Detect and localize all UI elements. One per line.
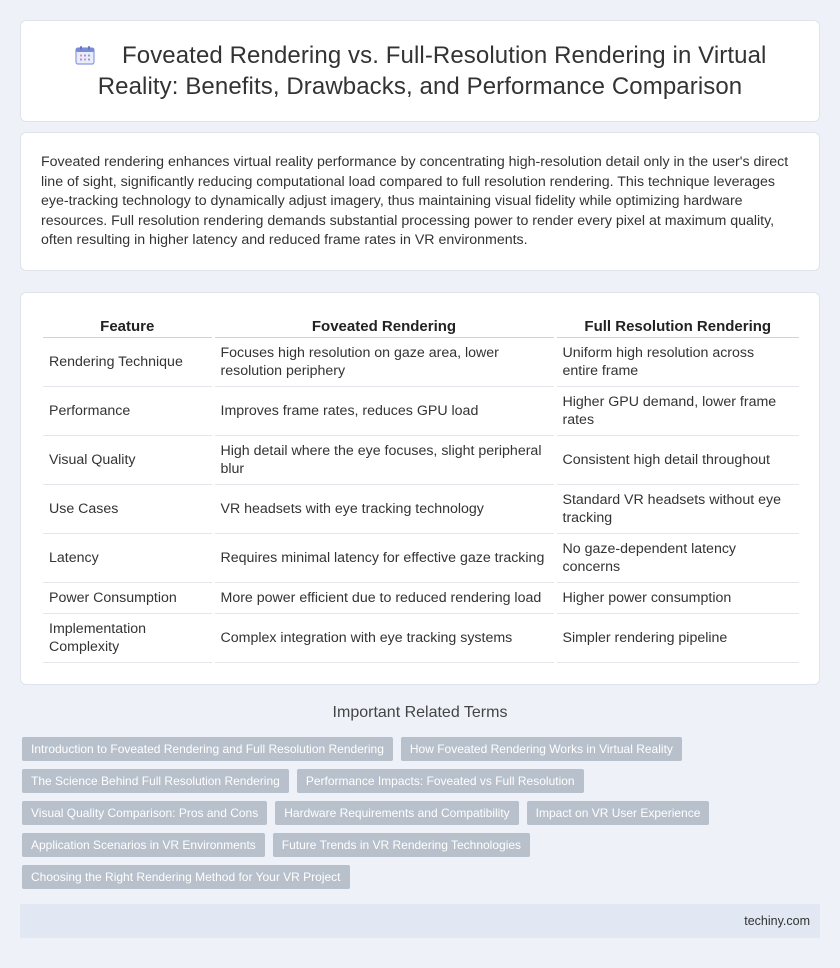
tag-row	[22, 769, 812, 793]
intro-card	[20, 132, 820, 271]
cell-full-resolution: Standard VR headsets without eye tracking	[555, 485, 799, 534]
table-row	[43, 485, 799, 534]
cell-foveated: VR headsets with eye tracking technology	[213, 485, 555, 534]
cell-foveated: Complex integration with eye tracking systems	[213, 614, 555, 663]
cell-foveated: Improves frame rates, reduces GPU load	[213, 387, 555, 436]
related-term-tag[interactable]: Future Trends in VR Rendering Technologies	[273, 833, 530, 857]
related-term-tag[interactable]: Choosing the Right Rendering Method for Your VR Project	[22, 865, 350, 889]
header-full-resolution: Full Resolution Rendering	[555, 315, 799, 338]
footer	[20, 904, 820, 938]
cell-foveated: Focuses high resolution on gaze area, lower resolution periphery	[213, 338, 555, 387]
related-terms-heading: Important Related Terms	[332, 704, 508, 721]
related-term-tag[interactable]: Hardware Requirements and Compatibility	[275, 801, 518, 825]
cell-feature: Use Cases	[43, 485, 213, 534]
cell-feature: Power Consumption	[43, 583, 213, 614]
related-terms-list	[22, 737, 812, 897]
cell-full-resolution: No gaze-dependent latency concerns	[555, 534, 799, 583]
page-title: Foveated Rendering vs. Full-Resolution Rendering in Virtual Reality: Benefits, Drawbacks, and Performance Comparison	[97, 42, 767, 100]
cell-full-resolution: Uniform high resolution across entire frame	[555, 338, 799, 387]
tag-row	[22, 737, 812, 761]
cell-full-resolution: Consistent high detail throughout	[555, 436, 799, 485]
related-term-tag[interactable]: The Science Behind Full Resolution Rendering	[22, 769, 289, 793]
cell-foveated: Requires minimal latency for effective gaze tracking	[213, 534, 555, 583]
header-feature: Feature	[43, 315, 213, 338]
table-row	[43, 614, 799, 663]
cell-full-resolution: Higher power consumption	[555, 583, 799, 614]
tag-row	[22, 865, 812, 889]
title-card	[20, 20, 820, 122]
table-row	[43, 534, 799, 583]
header-foveated: Foveated Rendering	[213, 315, 555, 338]
calendar-icon	[74, 44, 96, 66]
cell-foveated: High detail where the eye focuses, slight peripheral blur	[213, 436, 555, 485]
cell-full-resolution: Simpler rendering pipeline	[555, 614, 799, 663]
comparison-card	[20, 292, 820, 685]
table-header-row	[43, 315, 799, 338]
related-term-tag[interactable]: Visual Quality Comparison: Pros and Cons	[22, 801, 267, 825]
tag-row	[22, 833, 812, 857]
related-term-tag[interactable]: Application Scenarios in VR Environments	[22, 833, 265, 857]
cell-foveated: More power efficient due to reduced rendering load	[213, 583, 555, 614]
tag-row	[22, 801, 812, 825]
footer-site-link[interactable]: techiny.com	[744, 914, 810, 928]
cell-feature: Performance	[43, 387, 213, 436]
cell-feature: Rendering Technique	[43, 338, 213, 387]
table-row	[43, 338, 799, 387]
table-row	[43, 436, 799, 485]
cell-feature: Visual Quality	[43, 436, 213, 485]
related-term-tag[interactable]: How Foveated Rendering Works in Virtual Reality	[401, 737, 682, 761]
cell-feature: Implementation Complexity	[43, 614, 213, 663]
cell-feature: Latency	[43, 534, 213, 583]
table-row	[43, 387, 799, 436]
intro-paragraph: Foveated rendering enhances virtual reality performance by concentrating high-resolution detail only in the user's direct line of sight, significantly reducing computational load compared to full resolution rendering. This technique leverages eye-tracking technology to dynamically adjust imagery, thus maintaining visual fidelity while optimizing hardware resources. Full resolution rendering demands substantial processing power to render every pixel at maximum quality, often resulting in higher latency and reduced frame rates in VR environments.	[41, 154, 789, 248]
related-term-tag[interactable]: Impact on VR User Experience	[527, 801, 710, 825]
table-row	[43, 583, 799, 614]
cell-full-resolution: Higher GPU demand, lower frame rates	[555, 387, 799, 436]
related-term-tag[interactable]: Performance Impacts: Foveated vs Full Resolution	[297, 769, 584, 793]
related-term-tag[interactable]: Introduction to Foveated Rendering and Full Resolution Rendering	[22, 737, 393, 761]
comparison-table	[43, 315, 799, 663]
